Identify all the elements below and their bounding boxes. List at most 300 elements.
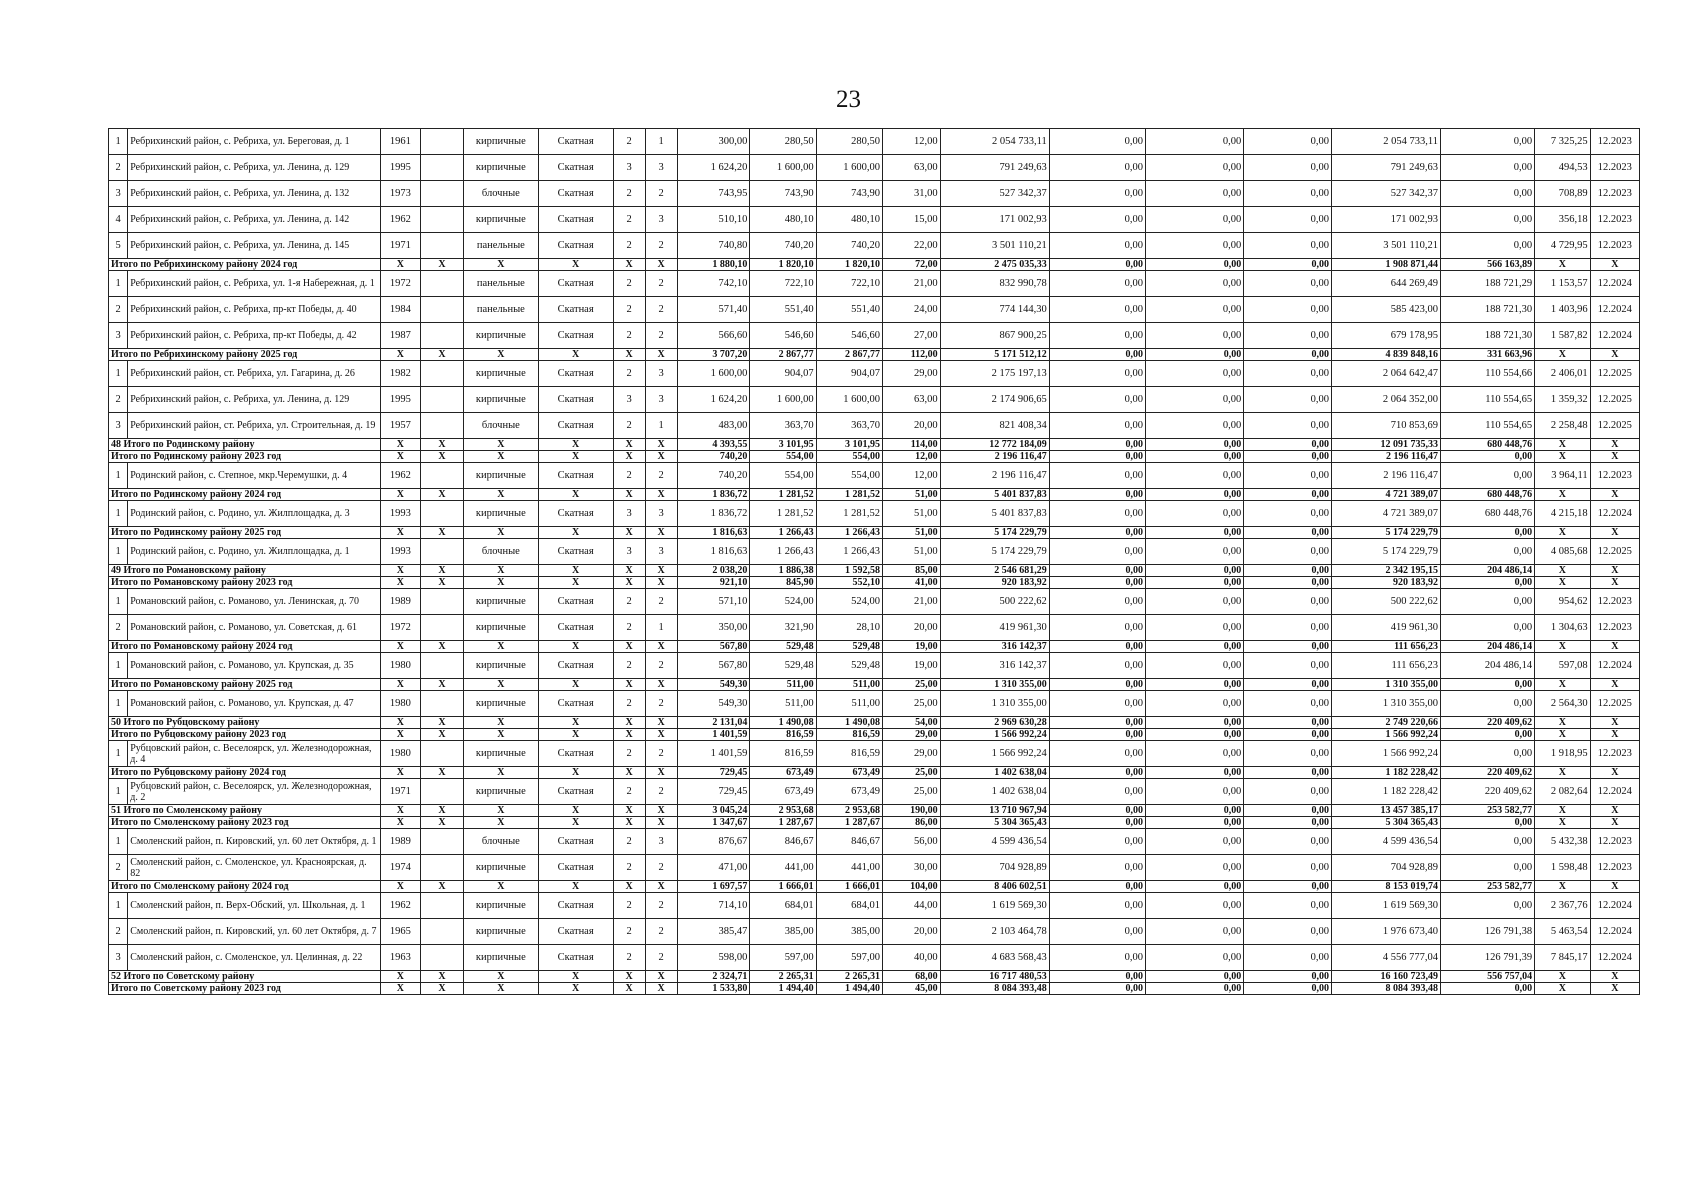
year-cell: 1971 [380,779,421,805]
subtotal-value: 2 131,04 [677,717,750,729]
residents-cell: 20,00 [882,615,940,641]
cost-other-cell: 0,00 [1441,855,1535,881]
cost-municipal-cell: 0,00 [1244,539,1332,565]
cost-fund-cell: 0,00 [1049,855,1145,881]
x-mark: X [380,451,421,463]
subtotal-value: 0,00 [1145,565,1243,577]
subtotal-value: 1 266,43 [750,527,816,539]
subtotal-label: Итого по Смоленскому району 2024 год [109,881,381,893]
living-area-cell: 554,00 [816,463,882,489]
x-mark: X [613,971,645,983]
unit-cost-cell: 356,18 [1535,207,1591,233]
area-cell: 1 281,52 [750,501,816,527]
cost-total-cell: 821 408,34 [940,413,1049,439]
cost-owners-cell: 710 853,69 [1331,413,1440,439]
living-area-cell: 722,10 [816,271,882,297]
subtotal-value: 12 091 735,33 [1331,439,1440,451]
subtotal-value: 16 717 480,53 [940,971,1049,983]
x-mark: X [538,349,613,361]
row-number: 1 [109,539,128,565]
x-mark: X [1535,983,1591,995]
deadline-cell: 12.2023 [1590,155,1639,181]
subtotal-value: 25,00 [882,767,940,779]
subtotal-value: 0,00 [1049,527,1145,539]
x-mark: X [380,729,421,741]
wall-material-cell: кирпичные [463,893,538,919]
x-mark: X [645,577,677,589]
subtotal-value: 552,10 [816,577,882,589]
address-cell: Родинский район, с. Родино, ул. Жилплощадка, д. 1 [128,539,380,565]
empty-cell [421,323,464,349]
x-mark: X [1535,349,1591,361]
cost-region-cell: 0,00 [1145,129,1243,155]
living-area-cell: 511,00 [816,691,882,717]
cost-other-cell: 0,00 [1441,129,1535,155]
x-mark: X [645,971,677,983]
subtotal-value: 0,00 [1049,679,1145,691]
x-mark: X [645,641,677,653]
x-mark: X [1535,971,1591,983]
subtotal-value: 2 867,77 [816,349,882,361]
subtotal-value: 0,00 [1244,983,1332,995]
subtotal-value: 554,00 [816,451,882,463]
x-mark: X [538,527,613,539]
cost-owners-cell: 419 961,30 [1331,615,1440,641]
unit-cost-cell: 1 598,48 [1535,855,1591,881]
subtotal-value: 45,00 [882,983,940,995]
year-cell: 1987 [380,323,421,349]
residents-cell: 22,00 [882,233,940,259]
cost-municipal-cell: 0,00 [1244,413,1332,439]
living-area-cell: 1 266,43 [816,539,882,565]
cost-total-cell: 171 002,93 [940,207,1049,233]
residents-cell: 12,00 [882,129,940,155]
empty-cell [421,691,464,717]
roof-type-cell: Скатная [538,945,613,971]
table-row [109,323,1640,349]
x-mark: X [421,451,464,463]
area-cell: 511,00 [750,691,816,717]
cost-total-cell: 500 222,62 [940,589,1049,615]
subtotal-value: 0,00 [1244,817,1332,829]
subtotal-value: 5 304 365,43 [1331,817,1440,829]
wall-material-cell: блочные [463,413,538,439]
living-area-cell: 529,48 [816,653,882,679]
living-area-cell: 385,00 [816,919,882,945]
subtotal-label: Итого по Романовскому району 2024 год [109,641,381,653]
x-mark: X [1590,259,1639,271]
area-cell: 904,07 [750,361,816,387]
cost-fund-cell: 0,00 [1049,207,1145,233]
year-cell: 1962 [380,893,421,919]
x-mark: X [380,805,421,817]
x-mark: X [380,983,421,995]
x-mark: X [421,983,464,995]
x-mark: X [380,349,421,361]
cost-region-cell: 0,00 [1145,855,1243,881]
entrances-cell: 2 [645,233,677,259]
total-area-cell: 1 624,20 [677,155,750,181]
table-row [109,297,1640,323]
floors-cell: 2 [613,463,645,489]
x-mark: X [538,983,613,995]
subtotal-value: 316 142,37 [940,641,1049,653]
cost-owners-cell: 791 249,63 [1331,155,1440,181]
wall-material-cell: кирпичные [463,741,538,767]
cost-owners-cell: 2 054 733,11 [1331,129,1440,155]
year-cell: 1973 [380,181,421,207]
cost-owners-cell: 527 342,37 [1331,181,1440,207]
address-cell: Ребрихинский район, с. Ребриха, ул. Ленина, д. 132 [128,181,380,207]
cost-region-cell: 0,00 [1145,413,1243,439]
x-mark: X [645,489,677,501]
x-mark: X [463,577,538,589]
row-number: 3 [109,945,128,971]
subtotal-value: 2 196 116,47 [1331,451,1440,463]
x-mark: X [1590,451,1639,463]
x-mark: X [421,717,464,729]
subtotal-value: 104,00 [882,881,940,893]
row-number: 1 [109,501,128,527]
subtotal-value: 0,00 [1244,259,1332,271]
floors-cell: 2 [613,691,645,717]
x-mark: X [613,577,645,589]
x-mark: X [538,729,613,741]
address-cell: Ребрихинский район, с. Ребриха, ул. Ленина, д. 145 [128,233,380,259]
x-mark: X [645,451,677,463]
living-area-cell: 673,49 [816,779,882,805]
total-area-cell: 729,45 [677,779,750,805]
cost-region-cell: 0,00 [1145,387,1243,413]
subtotal-value: 0,00 [1145,259,1243,271]
deadline-cell: 12.2024 [1590,297,1639,323]
cost-municipal-cell: 0,00 [1244,615,1332,641]
entrances-cell: 2 [645,855,677,881]
subtotal-value: 331 663,96 [1441,349,1535,361]
residents-cell: 27,00 [882,323,940,349]
x-mark: X [538,679,613,691]
subtotal-value: 5 171 512,12 [940,349,1049,361]
cost-fund-cell: 0,00 [1049,361,1145,387]
subtotal-value: 54,00 [882,717,940,729]
area-cell: 743,90 [750,181,816,207]
row-number: 1 [109,129,128,155]
living-area-cell: 363,70 [816,413,882,439]
cost-fund-cell: 0,00 [1049,779,1145,805]
page-number: 23 [836,86,861,113]
empty-cell [421,829,464,855]
subtotal-value: 0,00 [1441,451,1535,463]
subtotal-value: 1 886,38 [750,565,816,577]
total-area-cell: 549,30 [677,691,750,717]
table-row [109,829,1640,855]
cost-owners-cell: 644 269,49 [1331,271,1440,297]
subtotal-value: 220 409,62 [1441,767,1535,779]
deadline-cell: 12.2023 [1590,181,1639,207]
cost-municipal-cell: 0,00 [1244,945,1332,971]
empty-cell [421,155,464,181]
entrances-cell: 2 [645,691,677,717]
subtotal-value: 0,00 [1244,971,1332,983]
deadline-cell: 12.2023 [1590,463,1639,489]
deadline-cell: 12.2023 [1590,741,1639,767]
cost-region-cell: 0,00 [1145,919,1243,945]
cost-municipal-cell: 0,00 [1244,155,1332,181]
x-mark: X [538,439,613,451]
x-mark: X [613,983,645,995]
subtotal-value: 1 281,52 [816,489,882,501]
subtotal-row [109,439,1640,451]
subtotal-value: 1 287,67 [750,817,816,829]
unit-cost-cell: 2 406,01 [1535,361,1591,387]
x-mark: X [463,451,538,463]
x-mark: X [613,881,645,893]
cost-municipal-cell: 0,00 [1244,323,1332,349]
subtotal-value: 0,00 [1049,983,1145,995]
x-mark: X [421,527,464,539]
deadline-cell: 12.2023 [1590,615,1639,641]
address-cell: Родинский район, с. Родино, ул. Жилплощадка, д. 3 [128,501,380,527]
x-mark: X [1590,971,1639,983]
x-mark: X [1590,349,1639,361]
area-cell: 740,20 [750,233,816,259]
subtotal-value: 0,00 [1145,489,1243,501]
roof-type-cell: Скатная [538,741,613,767]
subtotal-value: 529,48 [750,641,816,653]
subtotal-value: 5 401 837,83 [940,489,1049,501]
x-mark: X [645,439,677,451]
x-mark: X [463,767,538,779]
year-cell: 1974 [380,855,421,881]
x-mark: X [421,439,464,451]
x-mark: X [538,717,613,729]
housing-repair-table [108,128,1640,995]
x-mark: X [645,565,677,577]
entrances-cell: 2 [645,945,677,971]
cost-municipal-cell: 0,00 [1244,893,1332,919]
roof-type-cell: Скатная [538,779,613,805]
x-mark: X [1535,439,1591,451]
subtotal-value: 0,00 [1244,439,1332,451]
cost-other-cell: 0,00 [1441,893,1535,919]
x-mark: X [645,349,677,361]
address-cell: Ребрихинский район, с. Ребриха, ул. Ленина, д. 142 [128,207,380,233]
year-cell: 1993 [380,501,421,527]
subtotal-value: 511,00 [816,679,882,691]
x-mark: X [538,971,613,983]
subtotal-value: 920 183,92 [1331,577,1440,589]
cost-municipal-cell: 0,00 [1244,501,1332,527]
subtotal-row [109,717,1640,729]
total-area-cell: 1 600,00 [677,361,750,387]
x-mark: X [421,489,464,501]
x-mark: X [421,259,464,271]
table-row [109,919,1640,945]
x-mark: X [645,881,677,893]
cost-other-cell: 0,00 [1441,155,1535,181]
table-row [109,181,1640,207]
subtotal-value: 0,00 [1145,983,1243,995]
total-area-cell: 1 816,63 [677,539,750,565]
cost-total-cell: 5 401 837,83 [940,501,1049,527]
x-mark: X [463,881,538,893]
cost-municipal-cell: 0,00 [1244,829,1332,855]
roof-type-cell: Скатная [538,501,613,527]
address-cell: Ребрихинский район, с. Ребриха, ул. Ленина, д. 129 [128,387,380,413]
empty-cell [421,413,464,439]
subtotal-value: 1 266,43 [816,527,882,539]
year-cell: 1972 [380,615,421,641]
cost-owners-cell: 679 178,95 [1331,323,1440,349]
x-mark: X [1590,805,1639,817]
subtotal-value: 204 486,14 [1441,565,1535,577]
subtotal-value: 8 153 019,74 [1331,881,1440,893]
x-mark: X [421,565,464,577]
year-cell: 1963 [380,945,421,971]
floors-cell: 2 [613,653,645,679]
cost-owners-cell: 111 656,23 [1331,653,1440,679]
x-mark: X [421,349,464,361]
cost-municipal-cell: 0,00 [1244,463,1332,489]
subtotal-label: Итого по Рубцовскому району 2023 год [109,729,381,741]
subtotal-value: 12 772 184,09 [940,439,1049,451]
wall-material-cell: кирпичные [463,691,538,717]
x-mark: X [1535,717,1591,729]
entrances-cell: 2 [645,297,677,323]
wall-material-cell: кирпичные [463,615,538,641]
unit-cost-cell: 4 215,18 [1535,501,1591,527]
subtotal-value: 0,00 [1145,577,1243,589]
roof-type-cell: Скатная [538,653,613,679]
wall-material-cell: блочные [463,539,538,565]
empty-cell [421,387,464,413]
subtotal-value: 549,30 [677,679,750,691]
cost-fund-cell: 0,00 [1049,297,1145,323]
entrances-cell: 3 [645,539,677,565]
subtotal-value: 0,00 [1049,881,1145,893]
floors-cell: 3 [613,155,645,181]
table-row [109,501,1640,527]
unit-cost-cell: 2 564,30 [1535,691,1591,717]
unit-cost-cell: 7 845,17 [1535,945,1591,971]
unit-cost-cell: 494,53 [1535,155,1591,181]
cost-fund-cell: 0,00 [1049,829,1145,855]
subtotal-value: 68,00 [882,971,940,983]
subtotal-value: 8 084 393,48 [940,983,1049,995]
row-number: 1 [109,779,128,805]
subtotal-value: 3 045,24 [677,805,750,817]
subtotal-value: 680 448,76 [1441,489,1535,501]
subtotal-value: 0,00 [1049,259,1145,271]
empty-cell [421,233,464,259]
x-mark: X [421,729,464,741]
subtotal-label: Итого по Родинскому району 2023 год [109,451,381,463]
table-row [109,539,1640,565]
area-cell: 1 600,00 [750,155,816,181]
cost-municipal-cell: 0,00 [1244,207,1332,233]
x-mark: X [463,983,538,995]
residents-cell: 51,00 [882,539,940,565]
subtotal-value: 29,00 [882,729,940,741]
subtotal-value: 0,00 [1145,767,1243,779]
subtotal-value: 845,90 [750,577,816,589]
subtotal-value: 0,00 [1145,805,1243,817]
residents-cell: 29,00 [882,361,940,387]
living-area-cell: 546,60 [816,323,882,349]
unit-cost-cell: 1 403,96 [1535,297,1591,323]
x-mark: X [538,767,613,779]
roof-type-cell: Скатная [538,855,613,881]
deadline-cell: 12.2023 [1590,855,1639,881]
x-mark: X [1535,729,1591,741]
x-mark: X [645,805,677,817]
x-mark: X [1535,451,1591,463]
year-cell: 1984 [380,297,421,323]
x-mark: X [1535,641,1591,653]
unit-cost-cell: 4 729,95 [1535,233,1591,259]
cost-region-cell: 0,00 [1145,501,1243,527]
cost-municipal-cell: 0,00 [1244,919,1332,945]
cost-owners-cell: 3 501 110,21 [1331,233,1440,259]
roof-type-cell: Скатная [538,829,613,855]
table-row [109,271,1640,297]
address-cell: Романовский район, с. Романово, ул. Крупская, д. 35 [128,653,380,679]
x-mark: X [613,451,645,463]
roof-type-cell: Скатная [538,233,613,259]
area-cell: 673,49 [750,779,816,805]
total-area-cell: 740,80 [677,233,750,259]
entrances-cell: 2 [645,919,677,945]
cost-region-cell: 0,00 [1145,463,1243,489]
year-cell: 1982 [380,361,421,387]
living-area-cell: 743,90 [816,181,882,207]
cost-other-cell: 188 721,30 [1441,297,1535,323]
subtotal-row [109,565,1640,577]
table-row [109,615,1640,641]
total-area-cell: 742,10 [677,271,750,297]
subtotal-value: 1 666,01 [750,881,816,893]
wall-material-cell: кирпичные [463,129,538,155]
x-mark: X [613,817,645,829]
cost-municipal-cell: 0,00 [1244,361,1332,387]
cost-municipal-cell: 0,00 [1244,181,1332,207]
x-mark: X [463,817,538,829]
roof-type-cell: Скатная [538,181,613,207]
entrances-cell: 1 [645,129,677,155]
cost-fund-cell: 0,00 [1049,129,1145,155]
wall-material-cell: кирпичные [463,855,538,881]
address-cell: Романовский район, с. Романово, ул. Крупская, д. 47 [128,691,380,717]
unit-cost-cell: 1 304,63 [1535,615,1591,641]
unit-cost-cell: 2 082,64 [1535,779,1591,805]
row-number: 1 [109,271,128,297]
cost-total-cell: 316 142,37 [940,653,1049,679]
address-cell: Родинский район, с. Степное, мкр.Черемушки, д. 4 [128,463,380,489]
deadline-cell: 12.2025 [1590,413,1639,439]
subtotal-value: 1 836,72 [677,489,750,501]
deadline-cell: 12.2025 [1590,691,1639,717]
floors-cell: 3 [613,387,645,413]
deadline-cell: 12.2024 [1590,945,1639,971]
subtotal-value: 511,00 [750,679,816,691]
cost-fund-cell: 0,00 [1049,233,1145,259]
unit-cost-cell: 7 325,25 [1535,129,1591,155]
empty-cell [421,463,464,489]
empty-cell [421,361,464,387]
subtotal-value: 41,00 [882,577,940,589]
subtotal-value: 1 820,10 [750,259,816,271]
area-cell: 1 600,00 [750,387,816,413]
